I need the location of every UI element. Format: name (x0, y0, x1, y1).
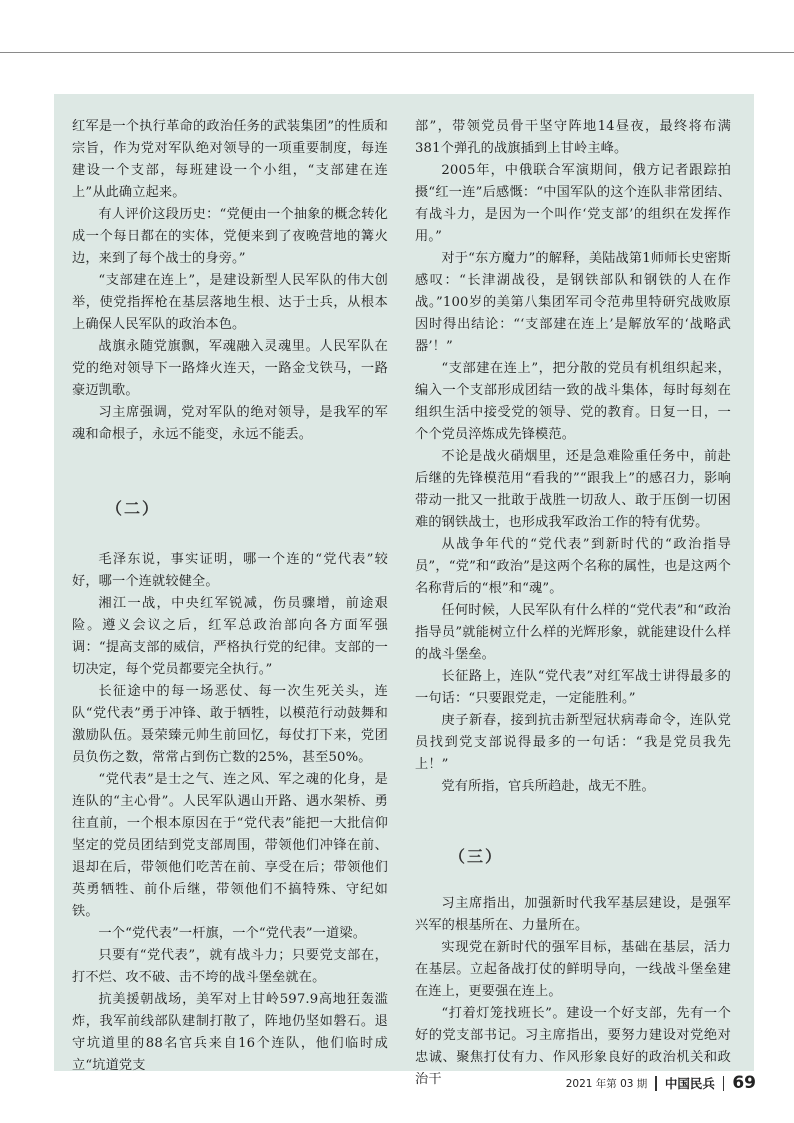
paragraph: 对于“东方魔力”的解释，美陆战第1师师长史密斯感叹：“长津湖战役，是钢铁部队和钢铁的人在作战。”100岁的美第八集团军司令范弗里特研究战败原因时得出结论：“‘支部建在连上’是解放军的‘战略武器’！” (415, 251, 731, 354)
paragraph: 抗美援朝战场，美军对上甘岭597.9高地狂轰滥炸，我军前线部队建制打散了，阵地仍坚如磐石。退守坑道里的88名官兵来自16个连队，他们临时成立“坑道党支 (72, 992, 388, 1073)
section-heading-two: （二） (106, 499, 161, 518)
paragraph: 任何时候，人民军队有什么样的“党代表”和“政治指导员”就能树立什么样的光辉形象，就能建设什么样的战斗堡垒。 (415, 603, 731, 662)
paragraph: “打着灯笼找班长”。建设一个好支部，先有一个好的党支部书记。习主席指出，要努力建设对党绝对忠诚、聚焦打仗有力、作风形象良好的政治机关和政治干 (415, 1006, 731, 1087)
footer-divider (723, 1076, 725, 1091)
paragraph: 毛泽东说，事实证明，哪一个连的“党代表”较好，哪一个连就较健全。 (72, 552, 388, 589)
paragraph: 2005年，中俄联合军演期间，俄方记者跟踪拍摄“红一连”后感慨：“中国军队的这个连队非常团结、有战斗力，是因为一个叫作‘党支部’的组织在发挥作用。” (415, 163, 731, 244)
footer-divider (655, 1076, 657, 1091)
paragraph: 习主席强调，党对军队的绝对领导，是我军的军魂和命根子，永远不能变，永远不能丢。 (72, 405, 388, 442)
paragraph: 习主席指出，加强新时代我军基层建设，是强军兴军的根基所在、力量所在。 (415, 896, 731, 933)
left-column (72, 116, 388, 1077)
paragraph: 实现党在新时代的强军目标，基础在基层，活力在基层。立起备战打仗的鲜明导向，一线战斗堡垒建在连上，更要强在连上。 (415, 940, 731, 999)
paragraph: “支部建在连上”，把分散的党员有机组织起来，编入一个支部形成团结一致的战斗集体，每时每刻在组织生活中接受党的领导、党的教育。日复一日，一个个党员淬炼成先锋模范。 (415, 361, 731, 442)
paragraph: “支部建在连上”，是建设新型人民军队的伟大创举，使党指挥枪在基层落地生根、达于士兵，从根本上确保人民军队的政治本色。 (72, 273, 388, 332)
paragraph: 红军是一个执行革命的政治任务的武装集团”的性质和宗旨，作为党对军队绝对领导的一项重要制度，每连建设一个支部，每班建设一个小组，“支部建在连上”从此确立起来。 (72, 119, 388, 200)
top-rule (0, 52, 794, 53)
paragraph: 战旗永随党旗飘，军魂融入灵魂里。人民军队在党的绝对领导下一路烽火连天，一路金戈铁马，一路豪迈凯歌。 (72, 339, 388, 398)
paragraph: 庚子新春，接到抗击新型冠状病毒命令，连队党员找到党支部说得最多的一句话：“我是党员我先上！” (415, 713, 731, 772)
paragraph: 湘江一战，中央红军锐减，伤员骤增，前途艰险。遵义会议之后，红军总政治部向各方面军强调：“提高支部的威信，严格执行党的纪律。支部的一切决定，每个党员都要完全执行。” (72, 596, 388, 677)
section-heading-three: （三） (449, 847, 504, 866)
paragraph: 党有所指，官兵所趋赴，战无不胜。 (441, 779, 655, 794)
paragraph: 有人评价这段历史：“党便由一个抽象的概念转化成一个每日都在的实体，党便来到了夜晚营地的篝火边，来到了每个战士的身旁。” (72, 207, 388, 266)
page-footer (566, 1073, 756, 1093)
paragraph: 只要有“党代表”，就有战斗力；只要党支部在，打不烂、攻不破、击不垮的战斗堡垒就在。 (72, 948, 388, 985)
paragraph: 部”，带领党员骨干坚守阵地14昼夜，最终将布满381个弹孔的战旗插到上甘岭主峰。 (415, 119, 731, 156)
paragraph: 从战争年代的“党代表”到新时代的“政治指导员”，“党”和“政治”是这两个名称的属性，也是这两个名称背后的“根”和“魂”。 (415, 537, 731, 596)
publication-name: 中国民兵 (664, 1076, 715, 1091)
paragraph: 长征途中的每一场恶仗、每一次生死关头，连队“党代表”勇于冲锋、敢于牺牲，以模范行动鼓舞和激励队伍。聂荣臻元帅生前回忆，每仗打下来，党团员负伤之数，常常占到伤亡数的25%，甚至50%。 (72, 684, 388, 765)
paragraph: 不论是战火硝烟里，还是急难险重任务中，前赴后继的先锋模范用“看我的”“跟我上”的感召力，影响带动一批又一批敢于战胜一切敌人、敢于压倒一切困难的钢铁战士，也形成我军政治工作的特有优势。 (415, 449, 731, 530)
paragraph: 长征路上，连队“党代表”对红军战士讲得最多的一句话：“只要跟党走，一定能胜利。” (415, 669, 731, 706)
issue-label: 2021 年第 03 期 (565, 1077, 648, 1090)
right-column (415, 116, 731, 1091)
paragraph: 一个“党代表”一杆旗，一个“党代表”一道梁。 (98, 926, 367, 941)
paragraph: “党代表”是士之气、连之风、军之魂的化身，是连队的“主心骨”。人民军队遇山开路、遇水架桥、勇往直前，一个根本原因在于“党代表”能把一大批信仰坚定的党员团结到党支部周围，带领他们冲锋在前、退却在后，带领他们吃苦在前、享受在后；带领他们英勇牺牲、前仆后继，带领他们不搞特殊、守纪如铁。 (72, 772, 388, 919)
page-number: 69 (732, 1073, 756, 1093)
